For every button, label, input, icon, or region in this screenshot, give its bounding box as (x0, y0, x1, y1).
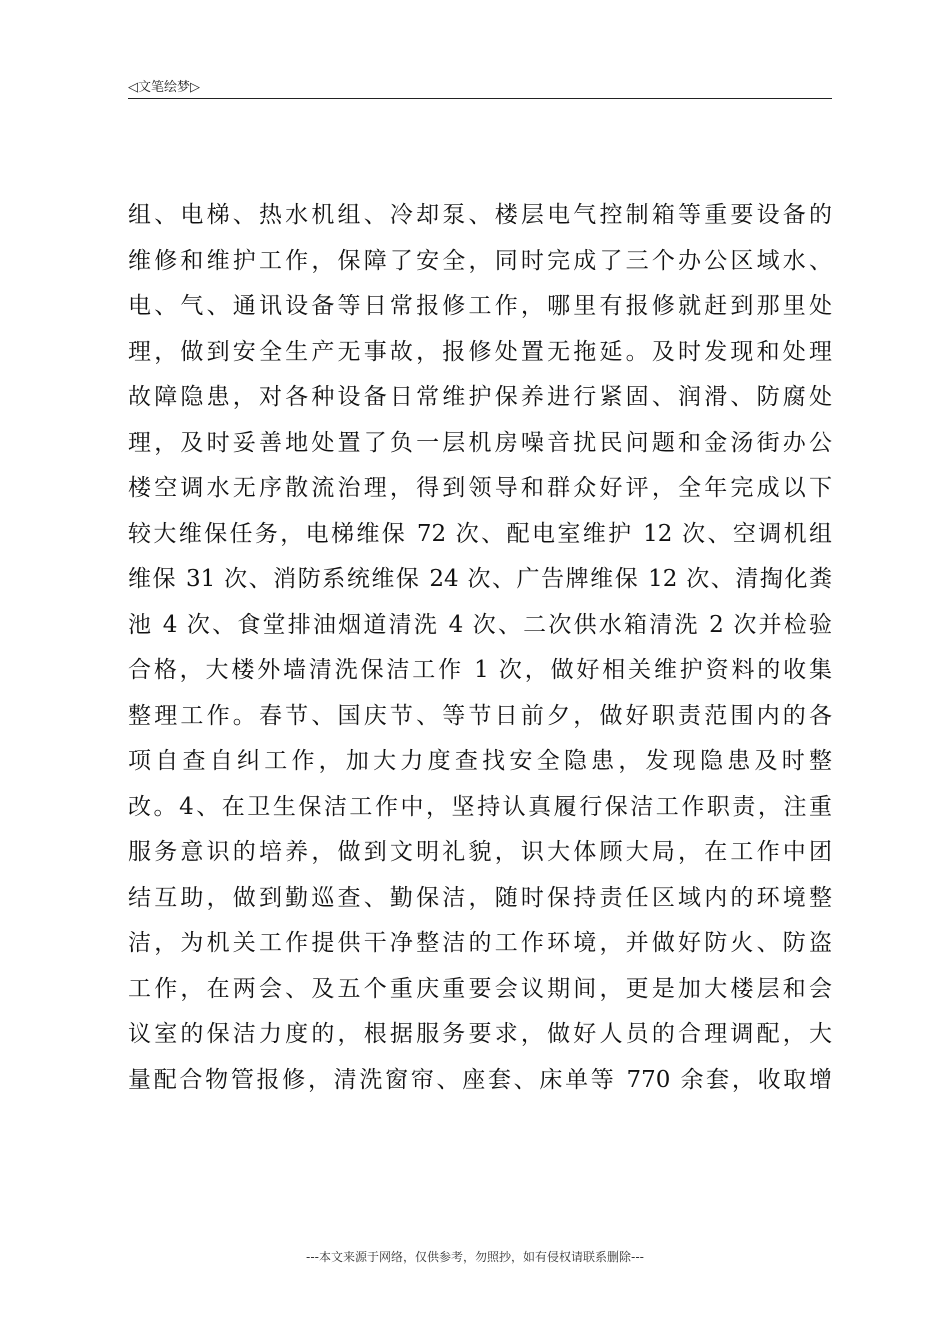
body-line: 议室的保洁力度的，根据服务要求，做好人员的合理调配，大 (128, 1021, 832, 1047)
body-line: 服务意识的培养，做到文明礼貌，识大体顾大局，在工作中团 (128, 839, 832, 865)
body-line: 结互助，做到勤巡查、勤保洁，随时保持责任区域内的环境整 (128, 884, 832, 911)
body-line: 维修和维护工作，保障了安全，同时完成了三个办公区域水、 (128, 247, 832, 274)
body-line: 楼空调水无序散流治理，得到领导和群众好评，全年完成以下 (128, 475, 832, 501)
body-line: 改。4、在卫生保洁工作中，坚持认真履行保洁工作职责，注重 (128, 793, 832, 820)
body-line: 故障隐患，对各种设备日常维护保养进行紧固、润滑、防腐处 (128, 384, 832, 410)
body-line: 理，做到安全生产无事故，报修处置无拖延。及时发现和处理 (128, 338, 832, 365)
body-line: 电、气、通讯设备等日常报修工作，哪里有报修就赶到那里处 (128, 293, 832, 319)
body-line: 池 4 次、食堂排油烟道清洗 4 次、二次供水箱清洗 2 次并检验 (128, 611, 832, 638)
body-line: 项自查自纠工作，加大力度查找安全隐患，发现隐患及时整 (128, 748, 832, 774)
page-footer: ---本文来源于网络，仅供参考，勿照抄，如有侵权请联系删除--- (306, 1250, 644, 1264)
document-body (128, 193, 832, 1103)
body-line: 理，及时妥善地处置了负一层机房噪音扰民问题和金汤街办公 (128, 429, 832, 456)
header-title: ◁文笔绘梦▷ (128, 80, 200, 95)
body-line: 较大维保任务，电梯维保 72 次、配电室维护 12 次、空调机组 (128, 520, 832, 547)
page-header (128, 74, 832, 99)
body-line: 量配合物管报修，清洗窗帘、座套、床单等 770 余套，收取增 (128, 1066, 832, 1093)
body-line: 工作，在两会、及五个重庆重要会议期间，更是加大楼层和会 (128, 975, 832, 1002)
body-line: 洁，为机关工作提供干净整洁的工作环境，并做好防火、防盗 (128, 930, 832, 956)
body-line: 整理工作。春节、国庆节、等节日前夕，做好职责范围内的各 (128, 702, 832, 729)
body-line: 组、电梯、热水机组、冷却泵、楼层电气控制箱等重要设备的 (128, 202, 832, 228)
body-line: 合格，大楼外墙清洗保洁工作 1 次，做好相关维护资料的收集 (128, 657, 832, 683)
body-line: 维保 31 次、消防系统维保 24 次、广告牌维保 12 次、清掏化粪 (128, 566, 832, 592)
